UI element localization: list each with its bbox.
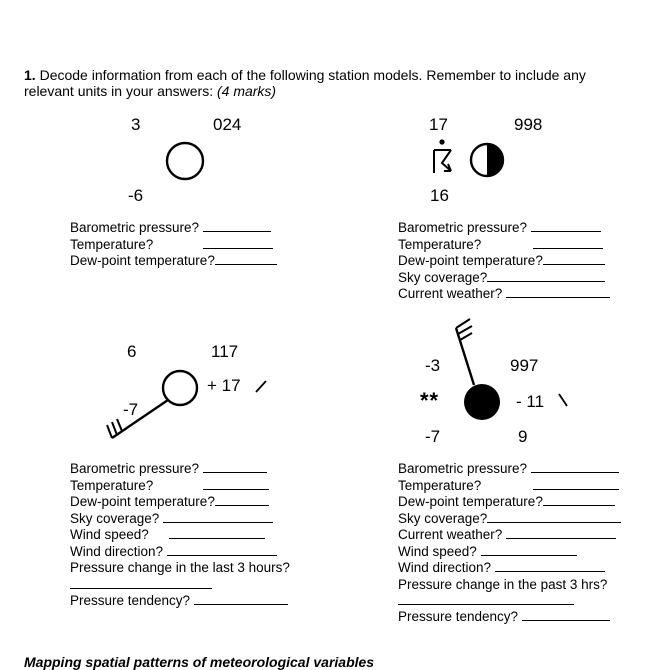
model-d-row: Wind speed? <box>398 544 621 561</box>
model-b-thunderstorm-icon <box>434 139 451 173</box>
model-b-row: Dew-point temperature? <box>398 253 610 270</box>
model-a-sky-clear-icon <box>167 143 203 179</box>
model-c-row: Wind direction? <box>70 544 290 561</box>
model-d-labels <box>398 461 621 626</box>
model-d-tendency-icon <box>559 394 567 406</box>
model-d-visibility: 9 <box>518 427 528 446</box>
model-b-labels <box>398 220 610 303</box>
model-a-dewpoint: -6 <box>128 186 144 205</box>
model-c-row <box>70 577 290 587</box>
model-a-labels <box>70 220 277 270</box>
model-d-row: Dew-point temperature? <box>398 494 621 511</box>
model-c-pressure: 117 <box>211 342 239 361</box>
question-marks: (4 marks) <box>216 83 277 99</box>
model-c-row: Dew-point temperature? <box>70 494 290 511</box>
model-b-row: Barometric pressure? <box>398 220 610 237</box>
model-d-station-icon <box>456 328 500 420</box>
model-c-row: Sky coverage? <box>70 511 290 528</box>
model-d-row <box>398 593 621 603</box>
model-c-row: Wind speed? <box>70 527 290 544</box>
model-c-labels <box>70 461 290 609</box>
model-d-row: Wind direction? <box>398 560 621 577</box>
model-d-row: Pressure change in the past 3 hrs? <box>398 576 608 592</box>
model-b-row: Temperature? <box>398 237 610 254</box>
model-c-temperature: 6 <box>127 342 137 361</box>
model-d-row: Sky coverage? <box>398 511 621 528</box>
model-a-row: Barometric pressure? <box>70 220 277 237</box>
model-c-row: Pressure tendency? <box>70 593 290 610</box>
model-c-row: Temperature? <box>70 478 290 495</box>
model-a-pressure: 024 <box>213 115 242 134</box>
question-number: 1. <box>24 67 36 83</box>
model-d-tendency-value: - 11 <box>516 392 545 411</box>
question-text: Decode information from each of the following station models. Remember to include any <box>39 67 586 83</box>
model-d-weather-symbol: ** <box>420 388 440 413</box>
model-c-tendency-value: + 17 <box>207 376 241 395</box>
model-b-dewpoint: 16 <box>430 186 449 205</box>
model-a-temperature: 3 <box>131 115 141 134</box>
model-d-row: Barometric pressure? <box>398 461 621 478</box>
model-b-temperature: 17 <box>429 115 448 134</box>
model-d-temperature: -3 <box>425 356 441 375</box>
model-c-row: Barometric pressure? <box>70 461 290 478</box>
model-b-row: Sky coverage? <box>398 270 610 287</box>
question-text-2: relevant units in your answers: <box>24 83 214 99</box>
model-c-tendency-icon <box>256 381 266 392</box>
model-b-pressure: 998 <box>514 115 543 134</box>
model-d-row: Current weather? <box>398 527 621 544</box>
model-b-sky-half-icon <box>471 144 503 176</box>
model-a-row: Dew-point temperature? <box>70 253 277 270</box>
model-d-row: Pressure tendency? <box>398 609 621 626</box>
model-c-dewpoint: -7 <box>123 400 139 419</box>
model-d-pressure: 997 <box>510 356 539 375</box>
model-a-row: Temperature? <box>70 237 277 254</box>
model-d-row: Temperature? <box>398 478 621 495</box>
model-d-dewpoint: -7 <box>425 427 441 446</box>
model-c-row: Pressure change in the last 3 hours? <box>70 560 290 575</box>
model-b-row: Current weather? <box>398 286 610 303</box>
next-section-heading: Mapping spatial patterns of meteorological variables <box>24 654 375 670</box>
